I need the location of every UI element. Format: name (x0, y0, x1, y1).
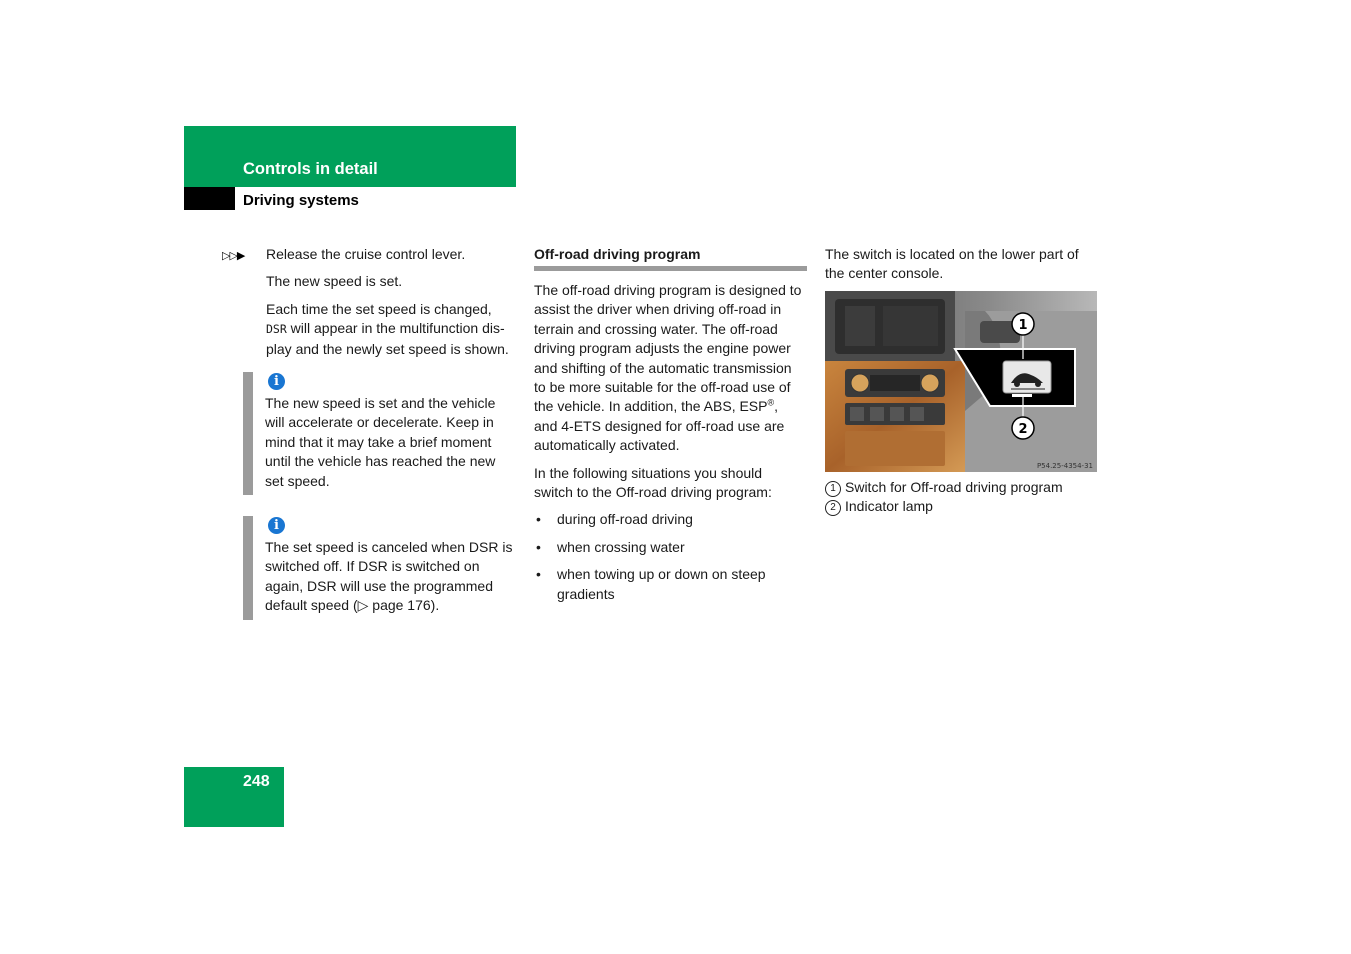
list-item: • during off-road driving (534, 510, 784, 529)
list-item: • when crossing water (534, 538, 784, 557)
paragraph-1: The off-road driving program is designed to assist the driver when driving off-road in terrain and crossing water. The off-road driving program adjusts the engine power and shifting of the automatic transmission to be more suitable for the off-road use of the vehicle. In addition, the ABS, ESP®, and 4-ETS designed for off-road use are automatically activated. (534, 282, 802, 454)
section-heading: Off-road driving program (534, 246, 701, 262)
info-icon: i (268, 373, 285, 390)
info-bar (243, 372, 253, 495)
column-2 (534, 245, 809, 264)
dsr-display-text: DSR (266, 322, 287, 337)
header-marker (184, 187, 235, 210)
result-text-2: Each time the set speed is changed, DSR will appear in the multifunction dis- play and the newly set speed is shown. (266, 300, 509, 357)
legend-number-1: 1 (825, 481, 841, 497)
section-title: Controls in detail (243, 160, 378, 178)
figure-legend (825, 478, 1115, 517)
info-icon: i (268, 517, 285, 534)
column-3 (825, 245, 1105, 284)
legend-number-2: 2 (825, 500, 841, 516)
intro-text: The switch is located on the lower part of the center console. (825, 246, 1079, 282)
result-text-1: The new speed is set. (266, 273, 403, 290)
paragraph-2: In the following situations you should switch to the Off-road driving program: (534, 464, 772, 501)
info-text-1: The new speed is set and the vehicle will accelerate or decelerate. Keep in mind that it may take a brief moment until the vehicle has reached the new set speed. (265, 395, 496, 489)
info-bar (243, 516, 253, 620)
info-text-2: The set speed is canceled when DSR is switched off. If DSR is switched on again, DSR will use the programmed default speed (▷ page 176). (265, 539, 513, 614)
page-number: 248 (243, 773, 270, 790)
column-1 (266, 245, 526, 359)
legend-item-2: 2 Indicator lamp (825, 497, 1115, 516)
center-console-photo (825, 291, 1097, 472)
info-box-2 (243, 516, 523, 621)
callout-1: 1 (1018, 318, 1028, 333)
step-marker-icon: ▷▷▶ (222, 250, 245, 262)
legend-item-1: 1 Switch for Off-road driving program (825, 478, 1115, 497)
column-2-body (534, 281, 809, 612)
situation-list (534, 510, 784, 604)
list-item: • when towing up or down on steep gradients (534, 565, 784, 604)
console-illustration (825, 291, 1097, 472)
info-box-1 (243, 372, 523, 496)
step-text: Release the cruise control lever. (266, 246, 466, 262)
heading-rule (534, 266, 807, 271)
section-subtitle: Driving systems (243, 192, 359, 209)
callout-2: 2 (1018, 422, 1028, 437)
figure-code: P54.25-4354-31 (1036, 462, 1093, 470)
